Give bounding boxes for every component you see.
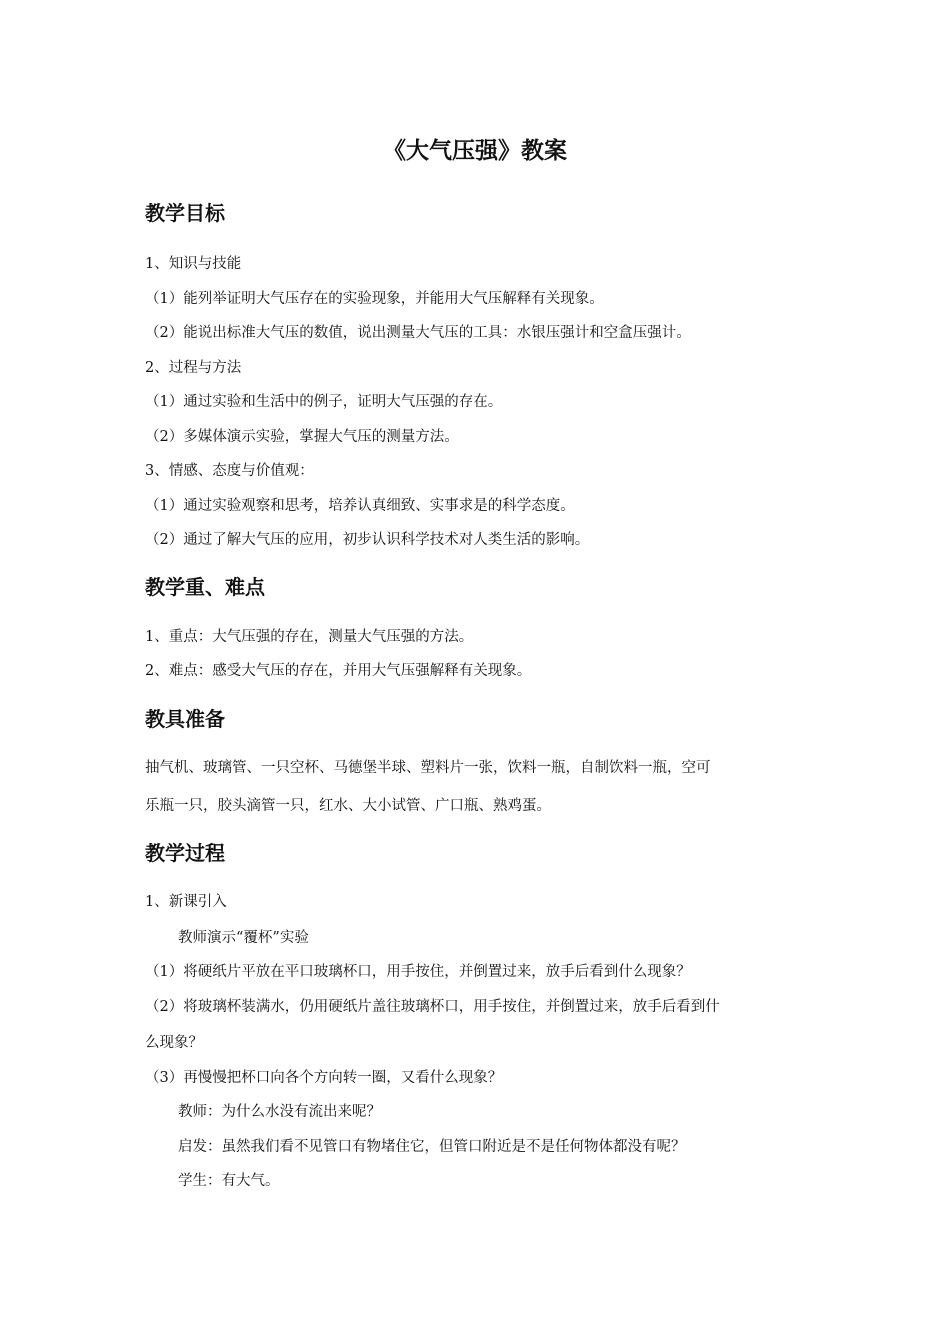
heading-process: 教学过程 <box>145 841 225 865</box>
objective-line: （1）通过实验观察和思考，培养认真细致、实事求是的科学态度。 <box>145 498 575 514</box>
process-line: 教师演示“覆杯”实验 <box>178 930 309 946</box>
keypoint-line: 2、难点：感受大气压的存在，并用大气压强解释有关现象。 <box>145 663 532 679</box>
heading-keypoints: 教学重、难点 <box>145 575 265 599</box>
objective-line: 2、过程与方法 <box>145 360 242 376</box>
objective-line: 1、知识与技能 <box>145 256 242 272</box>
process-line: 1、新课引入 <box>145 894 227 910</box>
process-line: （3）再慢慢把杯口向各个方向转一圈，又看什么现象？ <box>145 1070 503 1086</box>
materials-line: 乐瓶一只，胶头滴管一只，红水、大小试管、广口瓶、熟鸡蛋。 <box>145 798 551 814</box>
process-line: 教师：为什么水没有流出来呢？ <box>178 1104 381 1120</box>
process-line: 么现象？ <box>145 1035 203 1051</box>
process-line: （1）将硬纸片平放在平口玻璃杯口，用手按住，并倒置过来，放手后看到什么现象？ <box>145 964 691 980</box>
objective-line: 3、情感、态度与价值观： <box>145 463 314 479</box>
objective-line: （1）通过实验和生活中的例子，证明大气压强的存在。 <box>145 394 503 410</box>
objective-line: （2）能说出标准大气压的数值，说出测量大气压的工具：水银压强计和空盒压强计。 <box>145 325 691 341</box>
materials-line: 抽气机、玻璃管、一只空杯、马德堡半球、塑料片一张，饮料一瓶，自制饮料一瓶，空可 <box>145 760 711 776</box>
document-title: 《大气压强》教案 <box>383 138 567 164</box>
heading-materials: 教具准备 <box>145 707 225 731</box>
heading-objectives: 教学目标 <box>145 201 225 225</box>
objective-line: （2）通过了解大气压的应用，初步认识科学技术对人类生活的影响。 <box>145 532 590 548</box>
process-line: （2）将玻璃杯装满水，仍用硬纸片盖往玻璃杯口，用手按住，并倒置过来，放手后看到什 <box>145 999 720 1015</box>
process-line: 启发：虽然我们看不见管口有物堵住它，但管口附近是不是任何物体都没有呢？ <box>178 1139 686 1155</box>
keypoint-line: 1、重点：大气压强的存在，测量大气压强的方法。 <box>145 629 474 645</box>
objective-line: （2）多媒体演示实验，掌握大气压的测量方法。 <box>145 429 459 445</box>
objective-line: （1）能列举证明大气压存在的实验现象，并能用大气压解释有关现象。 <box>145 291 604 307</box>
process-line: 学生：有大气。 <box>178 1173 280 1189</box>
